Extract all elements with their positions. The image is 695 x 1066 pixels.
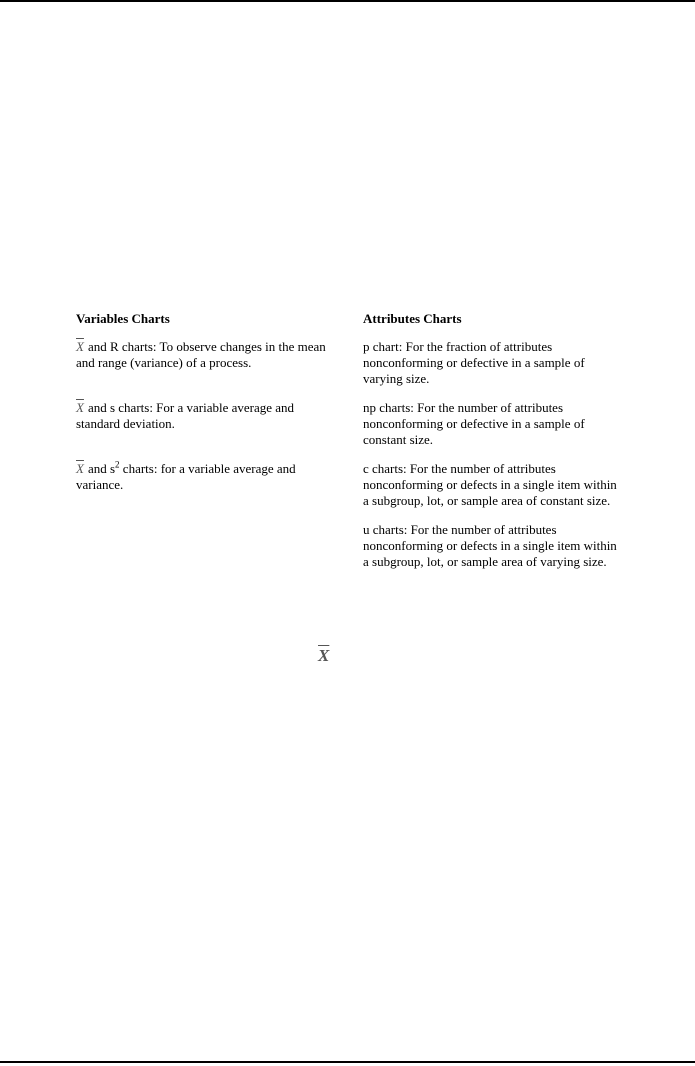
- c-charts-entry: c charts: For the number of attributes nonconforming or defects in a single item within a subgroup, lot, or sample area of constant size.: [363, 461, 617, 508]
- xbar-r-charts-text: and R charts: To observe changes in the mean and range (variance) of a process.: [76, 339, 326, 370]
- xbar-s-charts-text: and s charts: For a variable average and standard deviation.: [76, 400, 295, 431]
- xbar-symbol: $\overline{X}$: [76, 461, 84, 476]
- xbar-r-charts-entry: [76, 339, 336, 371]
- attributes-charts-heading: Attributes Charts: [363, 311, 462, 326]
- xbar-symbol: $\overline{X}$: [76, 400, 84, 415]
- np-charts-entry: np charts: For the number of attributes nonconforming or defective in a sample of constant size.: [363, 400, 585, 447]
- squared-superscript: 2: [115, 459, 120, 470]
- u-charts-entry: u charts: For the number of attributes nonconforming or defects in a single item within a subgroup, lot, or sample area of varying size.: [363, 522, 617, 569]
- top-rule: [0, 0, 695, 2]
- variables-charts-heading: Variables Charts: [76, 311, 170, 326]
- xbar-s2-charts-entry: [76, 461, 336, 493]
- xbar-s2-charts-text-before: and s: [87, 461, 116, 476]
- attributes-charts-column: [363, 311, 625, 570]
- xbar-s2-charts-text-after: charts: for a variable average and variance.: [76, 461, 296, 492]
- p-chart-entry: p chart: For the fraction of attributes nonconforming or defective in a sample of varying size.: [363, 339, 585, 386]
- xbar-symbol-figure: $\overline{X}$: [318, 646, 330, 665]
- variables-charts-column: [76, 311, 336, 493]
- bottom-rule: [0, 1061, 695, 1063]
- xbar-symbol: $\overline{X}$: [76, 339, 84, 354]
- xbar-s-charts-entry: [76, 400, 336, 432]
